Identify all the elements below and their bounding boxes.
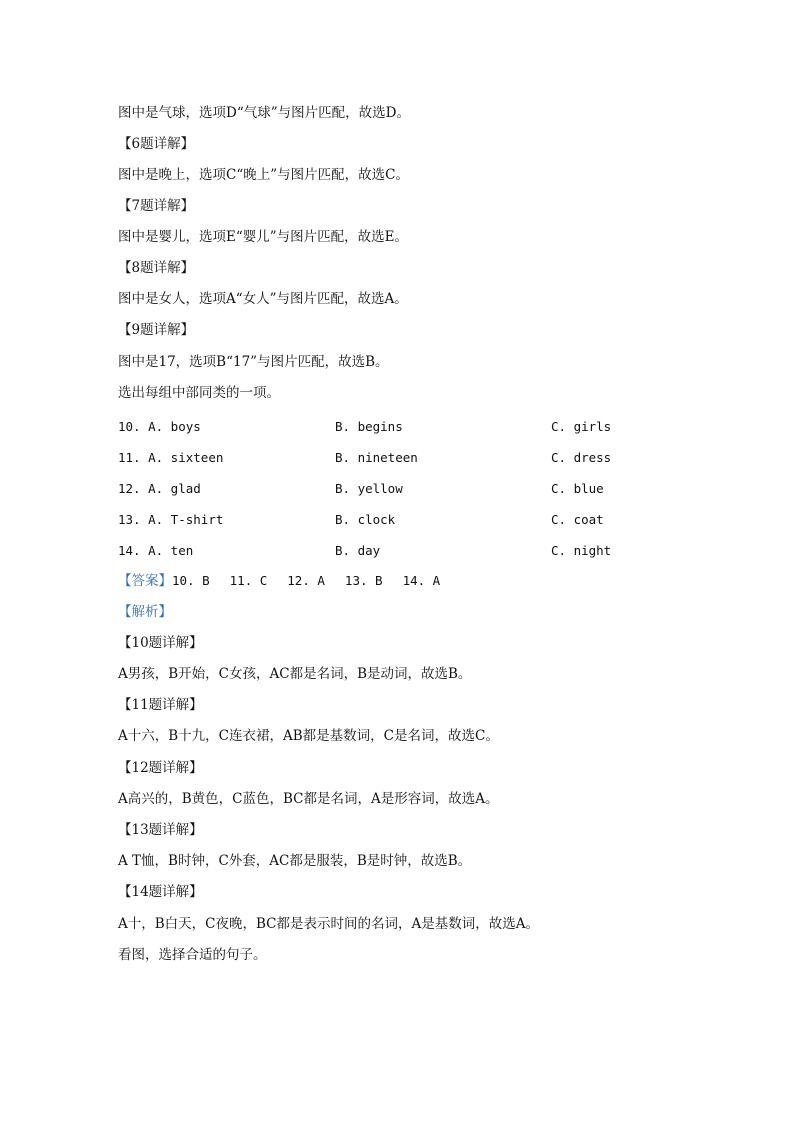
question-row [118, 542, 678, 560]
question-number: 14. [118, 543, 141, 558]
option-b: B. clock [335, 512, 396, 527]
answer-item: 11. C [229, 573, 268, 588]
detail-header: 【12题详解】 [118, 760, 203, 776]
question-row [118, 480, 678, 498]
detail-text: A男孩，B开始，C女孩，AC都是名词，B是动词，故选B。 [118, 666, 472, 682]
option-a: A. boys [148, 419, 201, 434]
detail-text: A高兴的，B黄色，C蓝色，BC都是名词，A是形容词，故选A。 [118, 791, 499, 807]
explanation-text: 图中是婴儿，选项E“婴儿”与图片匹配，故选E。 [118, 229, 409, 245]
explanation-text: 图中是女人，选项A“女人”与图片匹配，故选A。 [118, 291, 408, 307]
detail-text: A T恤，B时钟，C外套，AC都是服装，B是时钟，故选B。 [118, 853, 472, 869]
option-b: B. yellow [335, 481, 403, 496]
question-number: 10. [118, 419, 141, 434]
detail-header: 【7题详解】 [118, 198, 195, 214]
option-b: B. begins [335, 419, 403, 434]
answer-line [118, 572, 440, 590]
answer-item: 13. B [344, 573, 383, 588]
detail-header: 【6题详解】 [118, 136, 195, 152]
option-b: B. nineteen [335, 450, 418, 465]
option-a: A. sixteen [148, 450, 224, 465]
option-c: C. night [551, 543, 612, 558]
answer-item: 12. A [287, 573, 325, 588]
answer-item: 10. B [172, 573, 210, 588]
explanation-text: 图中是气球，选项D“气球”与图片匹配，故选D。 [118, 105, 410, 121]
option-c: C. girls [551, 419, 612, 434]
option-c: C. coat [551, 512, 604, 527]
question-number: 13. [118, 512, 141, 527]
detail-header: 【8题详解】 [118, 260, 195, 276]
option-a: A. ten [148, 543, 194, 558]
detail-header: 【11题详解】 [118, 697, 203, 713]
answer-label: 【答案】 [118, 573, 172, 589]
answer-item: 14. A [402, 573, 441, 588]
question-row [118, 449, 678, 467]
question-number: 11. [118, 450, 141, 465]
next-instruction: 看图，选择合适的句子。 [118, 947, 267, 963]
question-row [118, 511, 678, 529]
option-c: C. blue [551, 481, 604, 496]
option-a: A. glad [148, 481, 201, 496]
detail-header: 【14题详解】 [118, 884, 203, 900]
section-instruction: 选出每组中部同类的一项。 [118, 385, 280, 401]
question-number: 12. [118, 481, 141, 496]
option-c: C. dress [551, 450, 612, 465]
explanation-text: 图中是晚上，选项C“晚上”与图片匹配，故选C。 [118, 167, 409, 183]
detail-text: A十六，B十九，C连衣裙，AB都是基数词，C是名词，故选C。 [118, 728, 499, 744]
explanation-text: 图中是17，选项B“17”与图片匹配，故选B。 [118, 354, 389, 370]
question-row [118, 418, 678, 436]
analysis-label: 【解析】 [118, 604, 172, 620]
detail-header: 【9题详解】 [118, 322, 195, 338]
option-a: A. T-shirt [148, 512, 224, 527]
detail-header: 【13题详解】 [118, 822, 203, 838]
detail-text: A十，B白天，C夜晚，BC都是表示时间的名词，A是基数词，故选A。 [118, 916, 539, 932]
detail-header: 【10题详解】 [118, 635, 203, 651]
option-b: B. day [335, 543, 381, 558]
